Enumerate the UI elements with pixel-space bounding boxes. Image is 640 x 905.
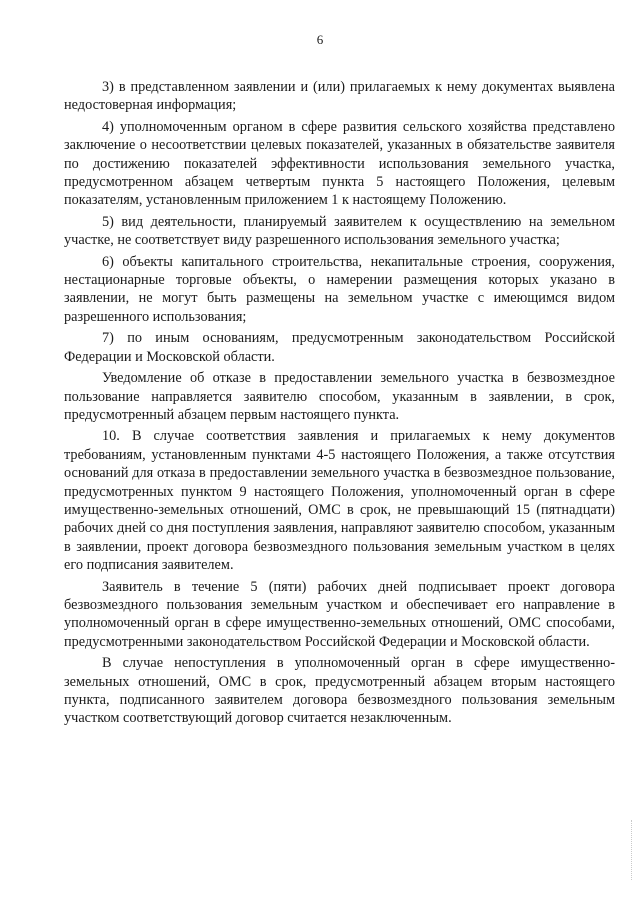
paragraph-item-7: 7) по иным основаниям, предусмотренным законодательством Российской Федерации и Московской области. — [64, 330, 615, 365]
paragraph-non-receipt: В случае непоступления в уполномоченный орган в сфере имущественно-земельных отношений, ОМС в срок, предусмотренный абзацем вторым настоящего пункта, подписанного заявителем договора безвозмездного пользования земельным участком соответствующий договор считается незаключенным. — [64, 655, 615, 727]
page-number: 6 — [316, 32, 324, 47]
paragraph-refusal-notice: Уведомление об отказе в предоставлении земельного участка в безвозмездное пользование направляется заявителю способом, указанным в заявлении, в срок, предусмотренный абзацем первым настоящего пункта. — [64, 370, 615, 423]
scan-edge-mark — [631, 820, 634, 880]
paragraph-item-5: 5) вид деятельности, планируемый заявителем к осуществлению на земельном участке, не соответствует виду разрешенного использования земельного участка; — [64, 213, 615, 249]
paragraph-item-4: 4) уполномоченным органом в сфере развития сельского хозяйства представлено заключение о несоответствии целевых показателей, указанных в обязательстве заявителя по достижению показателей эффективности использования земельного участка, предусмотренном абзацем четвертым пункта 5 настоящего Положения, целевым показателям, установленным приложением 1 к настоящему Положению. — [64, 118, 615, 209]
paragraph-item-3: 3) в представленном заявлении и (или) прилагаемых к нему документах выявлена недостоверная информация; — [64, 79, 615, 114]
paragraph-point-10: 10. В случае соответствия заявления и прилагаемых к нему документов требованиям, установленным пунктами 4-5 настоящего Положения, а также отсутствия оснований для отказа в предоставлении земельного участка в безвозмездное пользование, предусмотренных пунктом 9 настоящего Положения, уполномоченный орган в сфере имущественно-земельных отношений, ОМС в срок, не превышающий 15 (пятнадцати) рабочих дней со дня поступления заявления, направляют заявителю способом, указанным в заявлении, проект договора безвозмездного пользования земельным участком в целях его подписания заявителем. — [64, 428, 615, 574]
paragraph-item-6: 6) объекты капитального строительства, некапитальные строения, сооружения, нестационарные торговые объекты, о намерении размещения которых указано в заявлении, не могут быть размещены на земельном участке с имеющимся видом разрешенного использования; — [64, 253, 615, 325]
document-body — [64, 78, 615, 731]
paragraph-applicant-signing: Заявитель в течение 5 (пяти) рабочих дней подписывает проект договора безвозмездного пользования земельным участком и обеспечивает его направление в уполномоченный орган в сфере имущественно-земельных отношений, ОМС способами, предусмотренными законодательством Российской Федерации и Московской области. — [64, 578, 615, 650]
